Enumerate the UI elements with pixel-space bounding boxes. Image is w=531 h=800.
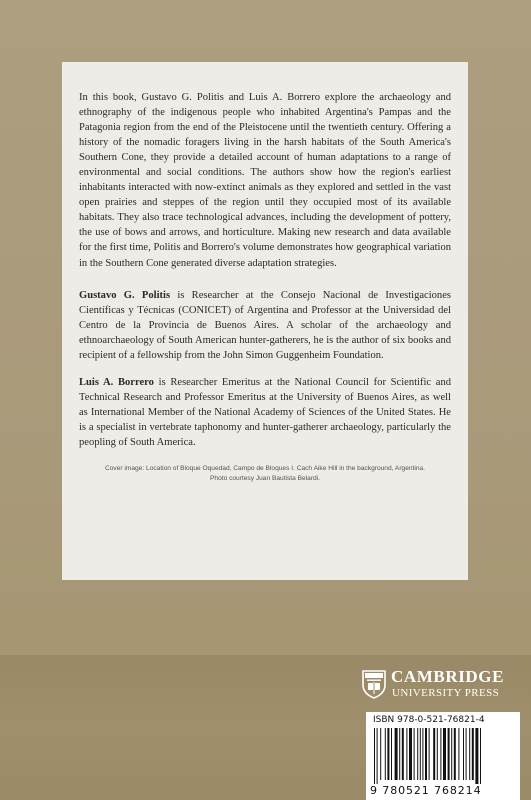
- barcode-bar: [437, 728, 438, 780]
- author-bio-borrero: [79, 375, 451, 450]
- barcode-bar: [380, 728, 381, 780]
- barcode-bar: [448, 728, 450, 780]
- barcode-bar: [417, 728, 418, 780]
- author-name-politis: Gustavo G. Politis: [79, 289, 171, 301]
- book-description: In this book, Gustavo G. Politis and Luis A. Borrero explore the archaeology and ethnography of the indigenous people who inhabited Argentina's Pampas and the Patagonia region from the end of the Pleistocene until the twentieth century. Offering a history of the nomadic foragers living in the harsh habitats of the South America's Southern Cone, they provide a detailed account of human adaptations to a range of environmental and social conditions. The authors show how the region's earliest inhabitants interacted with now-extinct animals as they explored and settled in the vast open prairies and steppes of the region until they occupied most of its available habitats. They also trace technological advances, including the development of pottery, the use of bows and arrows, and horticulture. Making new research and data available for the first time, Politis and Borrero's volume demonstrates how geographical variation in the Southern Cone generated diverse adaptation strategies.: [79, 92, 451, 269]
- barcode-bar: [440, 728, 441, 780]
- barcode-bar: [385, 728, 386, 780]
- barcode-bar: [374, 728, 375, 784]
- cover-image-credit: [79, 464, 451, 484]
- barcode-bar: [475, 728, 478, 784]
- barcode-bar: [454, 728, 456, 780]
- publisher-subtitle: UNIVERSITY PRESS: [392, 687, 500, 699]
- barcode-bar: [458, 728, 459, 780]
- barcode-bar: [377, 728, 378, 784]
- author-bio-politis-text: is Researcher at the Consejo Nacional de Investigaciones Científicas y Técnicas (CONICET) of Argentina and Professor at the Universidad del Centro de la Provincia de Buenos Aires. A scholar of the archaeology and ethnoarchaeology of South American hunter-gatherers, he is the author of six books and recipient of a fellowship from the John Simon Guggenheim Foundation.: [79, 289, 451, 361]
- publisher-name: CAMBRIDGE: [391, 667, 505, 686]
- barcode-bar: [391, 728, 392, 780]
- barcode-bar: [466, 728, 467, 780]
- author-name-borrero: Luis A. Borrero: [79, 376, 154, 388]
- blurb-panel: [62, 62, 468, 580]
- barcode-bar: [425, 728, 427, 780]
- credit-line-1: Cover image: Location of Bloque Oquedad, Campo de Bloques I. Cach Aike Hill in the background, Argentina.: [105, 465, 425, 473]
- barcode-bar: [406, 728, 407, 780]
- barcode-bar: [409, 728, 412, 780]
- author-bio-politis: [79, 288, 451, 363]
- isbn-label: ISBN 978-0-521-76821-4: [373, 715, 485, 725]
- barcode-bar: [420, 728, 421, 780]
- barcode-bar: [480, 728, 481, 784]
- barcode-bar: [469, 728, 470, 780]
- barcode-bar: [433, 728, 435, 780]
- barcode-bar: [451, 728, 452, 780]
- barcode-bar: [422, 728, 423, 780]
- barcode-bar: [429, 728, 430, 780]
- barcode-bar: [463, 728, 464, 780]
- barcode-digits: 9 780521 768214: [370, 784, 482, 797]
- barcode-bar: [472, 728, 474, 780]
- author-bio-borrero-text: is Researcher Emeritus at the National Council for Scientific and Technical Research and Professor Emeritus at the University of Buenos Aires, as well as International Member of the National Academy of Sciences of the United States. He is a specialist in vertebrate taphonomy and hunter-gatherer archaeology, particularly the peopling of South America.: [79, 376, 451, 448]
- barcode-bar: [402, 728, 404, 780]
- barcode-bar: [414, 728, 415, 780]
- barcode: [372, 728, 514, 784]
- barcode-bar: [387, 728, 389, 780]
- blurb-text: [79, 90, 451, 450]
- barcode-box: [366, 712, 520, 800]
- barcode-bar: [395, 728, 398, 780]
- credit-line-2: Photo courtesy Juan Bautista Belardi.: [210, 475, 320, 483]
- barcode-bar: [399, 728, 400, 780]
- publisher-logo: [362, 668, 522, 704]
- cambridge-shield-icon: [362, 670, 386, 699]
- barcode-bar: [443, 728, 446, 780]
